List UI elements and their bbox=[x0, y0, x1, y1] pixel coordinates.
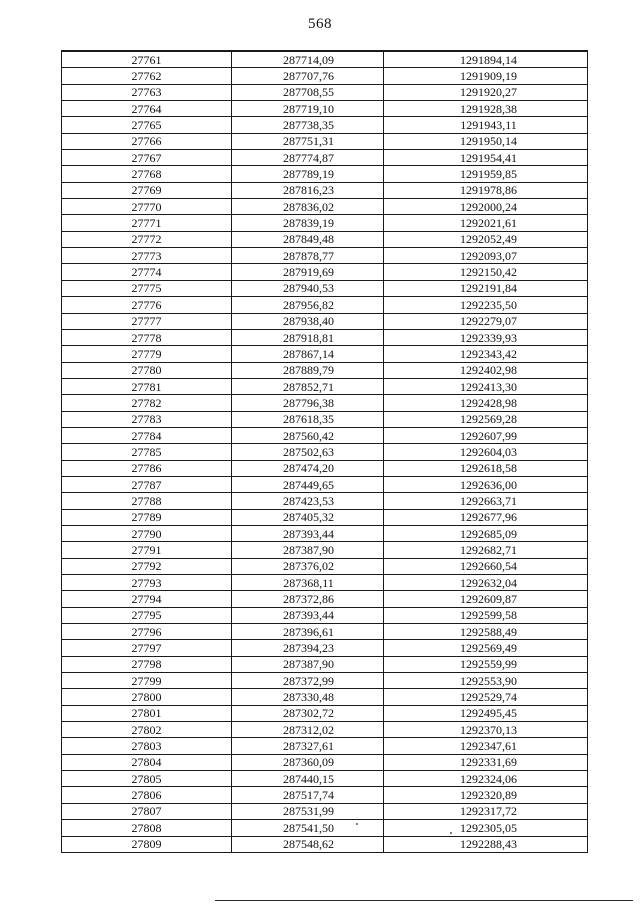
table-row bbox=[62, 84, 588, 100]
table-row bbox=[62, 754, 588, 770]
point-number-cell: 27768 bbox=[62, 166, 232, 182]
y-coordinate-cell: 1292343,42 bbox=[384, 346, 588, 362]
point-number-cell: 27798 bbox=[62, 656, 232, 672]
table-row bbox=[62, 493, 588, 509]
y-coordinate-cell: 1292588,49 bbox=[384, 624, 588, 640]
y-coordinate-cell: 1291909,19 bbox=[384, 68, 588, 84]
point-number-cell: 27773 bbox=[62, 248, 232, 264]
point-number-cell: 27802 bbox=[62, 722, 232, 738]
table-row bbox=[62, 264, 588, 280]
y-coordinate-cell: 1292636,00 bbox=[384, 476, 588, 492]
point-number-cell: 27781 bbox=[62, 378, 232, 394]
x-coordinate-cell: 287618,35 bbox=[232, 411, 384, 427]
x-coordinate-cell: 287816,23 bbox=[232, 182, 384, 198]
x-coordinate-cell: 287548,62 bbox=[232, 836, 384, 852]
point-number-cell: 27762 bbox=[62, 68, 232, 84]
table-row bbox=[62, 133, 588, 149]
y-coordinate-cell: 1292559,99 bbox=[384, 656, 588, 672]
table-row bbox=[62, 476, 588, 492]
point-number-cell: 27780 bbox=[62, 362, 232, 378]
point-number-cell: 27784 bbox=[62, 427, 232, 443]
y-coordinate-cell: 1292052,49 bbox=[384, 231, 588, 247]
point-number-cell: 27777 bbox=[62, 313, 232, 329]
y-coordinate-cell: 1292413,30 bbox=[384, 378, 588, 394]
y-coordinate-cell: 1292021,61 bbox=[384, 215, 588, 231]
x-coordinate-cell: 287836,02 bbox=[232, 199, 384, 215]
point-number-cell: 27770 bbox=[62, 199, 232, 215]
y-coordinate-cell: 1291959,85 bbox=[384, 166, 588, 182]
table-row bbox=[62, 525, 588, 541]
y-coordinate-cell: 1292370,13 bbox=[384, 722, 588, 738]
x-coordinate-cell: 287867,14 bbox=[232, 346, 384, 362]
table-row bbox=[62, 346, 588, 362]
point-number-cell: 27774 bbox=[62, 264, 232, 280]
table-row bbox=[62, 624, 588, 640]
x-coordinate-cell: 287919,69 bbox=[232, 264, 384, 280]
x-coordinate-cell: 287312,02 bbox=[232, 722, 384, 738]
table-row bbox=[62, 575, 588, 591]
table-row bbox=[62, 117, 588, 133]
x-coordinate-cell: 287327,61 bbox=[232, 738, 384, 754]
y-coordinate-cell: 1292428,98 bbox=[384, 395, 588, 411]
point-number-cell: 27805 bbox=[62, 771, 232, 787]
y-coordinate-cell: 1291950,14 bbox=[384, 133, 588, 149]
y-coordinate-cell: 1292235,50 bbox=[384, 297, 588, 313]
point-number-cell: 27801 bbox=[62, 705, 232, 721]
point-number-cell: 27790 bbox=[62, 525, 232, 541]
y-coordinate-cell: 1292150,42 bbox=[384, 264, 588, 280]
table-row bbox=[62, 607, 588, 623]
point-number-cell: 27763 bbox=[62, 84, 232, 100]
y-coordinate-cell: 1292317,72 bbox=[384, 803, 588, 819]
y-coordinate-cell: 1292677,96 bbox=[384, 509, 588, 525]
table-row bbox=[62, 411, 588, 427]
y-coordinate-cell: 1292331,69 bbox=[384, 754, 588, 770]
table-row bbox=[62, 836, 588, 852]
table-row bbox=[62, 215, 588, 231]
x-coordinate-cell: 287560,42 bbox=[232, 427, 384, 443]
table-row bbox=[62, 395, 588, 411]
y-coordinate-cell: 1292663,71 bbox=[384, 493, 588, 509]
y-coordinate-cell: 1292402,98 bbox=[384, 362, 588, 378]
x-coordinate-cell: 287714,09 bbox=[232, 51, 384, 68]
table-row bbox=[62, 297, 588, 313]
table-row bbox=[62, 362, 588, 378]
point-number-cell: 27786 bbox=[62, 460, 232, 476]
table-row bbox=[62, 656, 588, 672]
y-coordinate-cell: 1292279,07 bbox=[384, 313, 588, 329]
x-coordinate-cell: 287368,11 bbox=[232, 575, 384, 591]
point-number-cell: 27799 bbox=[62, 673, 232, 689]
point-number-cell: 27808 bbox=[62, 820, 232, 836]
y-coordinate-cell: 1292682,71 bbox=[384, 542, 588, 558]
y-coordinate-cell: 1292660,54 bbox=[384, 558, 588, 574]
table-row bbox=[62, 558, 588, 574]
x-coordinate-cell: 287940,53 bbox=[232, 280, 384, 296]
x-coordinate-cell: 287849,48 bbox=[232, 231, 384, 247]
x-coordinate-cell: 287707,76 bbox=[232, 68, 384, 84]
table-row bbox=[62, 101, 588, 117]
scan-speck bbox=[356, 823, 358, 825]
point-number-cell: 27795 bbox=[62, 607, 232, 623]
x-coordinate-cell: 287719,10 bbox=[232, 101, 384, 117]
point-number-cell: 27793 bbox=[62, 575, 232, 591]
y-coordinate-cell: 1292320,89 bbox=[384, 787, 588, 803]
x-coordinate-cell: 287376,02 bbox=[232, 558, 384, 574]
x-coordinate-cell: 287774,87 bbox=[232, 150, 384, 166]
y-coordinate-cell: 1291928,38 bbox=[384, 101, 588, 117]
x-coordinate-cell: 287878,77 bbox=[232, 248, 384, 264]
table-row bbox=[62, 820, 588, 836]
table-row bbox=[62, 150, 588, 166]
table-row bbox=[62, 787, 588, 803]
x-coordinate-cell: 287541,50 bbox=[232, 820, 384, 836]
point-number-cell: 27769 bbox=[62, 182, 232, 198]
table-row bbox=[62, 248, 588, 264]
y-coordinate-cell: 1292288,43 bbox=[384, 836, 588, 852]
x-coordinate-cell: 287517,74 bbox=[232, 787, 384, 803]
point-number-cell: 27788 bbox=[62, 493, 232, 509]
coordinates-table-body bbox=[62, 51, 588, 852]
y-coordinate-cell: 1291943,11 bbox=[384, 117, 588, 133]
x-coordinate-cell: 287396,61 bbox=[232, 624, 384, 640]
x-coordinate-cell: 287708,55 bbox=[232, 84, 384, 100]
y-coordinate-cell: 1292529,74 bbox=[384, 689, 588, 705]
x-coordinate-cell: 287474,20 bbox=[232, 460, 384, 476]
x-coordinate-cell: 287796,38 bbox=[232, 395, 384, 411]
y-coordinate-cell: 1292609,87 bbox=[384, 591, 588, 607]
point-number-cell: 27772 bbox=[62, 231, 232, 247]
x-coordinate-cell: 287393,44 bbox=[232, 607, 384, 623]
table-row bbox=[62, 51, 588, 68]
y-coordinate-cell: 1291954,41 bbox=[384, 150, 588, 166]
y-coordinate-cell: 1292305,05 bbox=[384, 820, 588, 836]
point-number-cell: 27787 bbox=[62, 476, 232, 492]
table-row bbox=[62, 68, 588, 84]
x-coordinate-cell: 287956,82 bbox=[232, 297, 384, 313]
table-row bbox=[62, 378, 588, 394]
y-coordinate-cell: 1292339,93 bbox=[384, 329, 588, 345]
point-number-cell: 27803 bbox=[62, 738, 232, 754]
x-coordinate-cell: 287302,72 bbox=[232, 705, 384, 721]
x-coordinate-cell: 287889,79 bbox=[232, 362, 384, 378]
table-row bbox=[62, 444, 588, 460]
point-number-cell: 27804 bbox=[62, 754, 232, 770]
table-row bbox=[62, 166, 588, 182]
scan-speck bbox=[450, 832, 452, 834]
table-row bbox=[62, 771, 588, 787]
point-number-cell: 27796 bbox=[62, 624, 232, 640]
table-row bbox=[62, 199, 588, 215]
y-coordinate-cell: 1292553,90 bbox=[384, 673, 588, 689]
coordinates-table bbox=[61, 50, 588, 853]
table-row bbox=[62, 427, 588, 443]
point-number-cell: 27775 bbox=[62, 280, 232, 296]
x-coordinate-cell: 287918,81 bbox=[232, 329, 384, 345]
point-number-cell: 27794 bbox=[62, 591, 232, 607]
point-number-cell: 27789 bbox=[62, 509, 232, 525]
page-number: 568 bbox=[308, 16, 332, 32]
y-coordinate-cell: 1292685,09 bbox=[384, 525, 588, 541]
table-row bbox=[62, 231, 588, 247]
y-coordinate-cell: 1292324,06 bbox=[384, 771, 588, 787]
point-number-cell: 27807 bbox=[62, 803, 232, 819]
point-number-cell: 27783 bbox=[62, 411, 232, 427]
point-number-cell: 27785 bbox=[62, 444, 232, 460]
point-number-cell: 27764 bbox=[62, 101, 232, 117]
y-coordinate-cell: 1291920,27 bbox=[384, 84, 588, 100]
table-row bbox=[62, 705, 588, 721]
table-row bbox=[62, 329, 588, 345]
point-number-cell: 27797 bbox=[62, 640, 232, 656]
x-coordinate-cell: 287789,19 bbox=[232, 166, 384, 182]
table-row bbox=[62, 509, 588, 525]
y-coordinate-cell: 1292000,24 bbox=[384, 199, 588, 215]
y-coordinate-cell: 1292495,45 bbox=[384, 705, 588, 721]
point-number-cell: 27791 bbox=[62, 542, 232, 558]
x-coordinate-cell: 287405,32 bbox=[232, 509, 384, 525]
point-number-cell: 27776 bbox=[62, 297, 232, 313]
y-coordinate-cell: 1292347,61 bbox=[384, 738, 588, 754]
y-coordinate-cell: 1292569,49 bbox=[384, 640, 588, 656]
point-number-cell: 27779 bbox=[62, 346, 232, 362]
x-coordinate-cell: 287387,90 bbox=[232, 542, 384, 558]
x-coordinate-cell: 287531,99 bbox=[232, 803, 384, 819]
table-row bbox=[62, 313, 588, 329]
x-coordinate-cell: 287738,35 bbox=[232, 117, 384, 133]
x-coordinate-cell: 287372,99 bbox=[232, 673, 384, 689]
table-row bbox=[62, 542, 588, 558]
x-coordinate-cell: 287502,63 bbox=[232, 444, 384, 460]
y-coordinate-cell: 1292093,07 bbox=[384, 248, 588, 264]
point-number-cell: 27782 bbox=[62, 395, 232, 411]
x-coordinate-cell: 287440,15 bbox=[232, 771, 384, 787]
x-coordinate-cell: 287394,23 bbox=[232, 640, 384, 656]
y-coordinate-cell: 1292599,58 bbox=[384, 607, 588, 623]
point-number-cell: 27800 bbox=[62, 689, 232, 705]
point-number-cell: 27792 bbox=[62, 558, 232, 574]
x-coordinate-cell: 287372,86 bbox=[232, 591, 384, 607]
point-number-cell: 27771 bbox=[62, 215, 232, 231]
x-coordinate-cell: 287751,31 bbox=[232, 133, 384, 149]
x-coordinate-cell: 287360,09 bbox=[232, 754, 384, 770]
x-coordinate-cell: 287423,53 bbox=[232, 493, 384, 509]
point-number-cell: 27766 bbox=[62, 133, 232, 149]
y-coordinate-cell: 1291978,86 bbox=[384, 182, 588, 198]
x-coordinate-cell: 287393,44 bbox=[232, 525, 384, 541]
y-coordinate-cell: 1292569,28 bbox=[384, 411, 588, 427]
point-number-cell: 27806 bbox=[62, 787, 232, 803]
table-row bbox=[62, 640, 588, 656]
y-coordinate-cell: 1292607,99 bbox=[384, 427, 588, 443]
x-coordinate-cell: 287449,65 bbox=[232, 476, 384, 492]
point-number-cell: 27761 bbox=[62, 51, 232, 68]
table-row bbox=[62, 182, 588, 198]
point-number-cell: 27809 bbox=[62, 836, 232, 852]
y-coordinate-cell: 1292632,04 bbox=[384, 575, 588, 591]
x-coordinate-cell: 287938,40 bbox=[232, 313, 384, 329]
table-row bbox=[62, 689, 588, 705]
table-row bbox=[62, 673, 588, 689]
y-coordinate-cell: 1292618,58 bbox=[384, 460, 588, 476]
table-row bbox=[62, 803, 588, 819]
x-coordinate-cell: 287852,71 bbox=[232, 378, 384, 394]
x-coordinate-cell: 287839,19 bbox=[232, 215, 384, 231]
table-row bbox=[62, 738, 588, 754]
x-coordinate-cell: 287330,48 bbox=[232, 689, 384, 705]
table-row bbox=[62, 280, 588, 296]
point-number-cell: 27778 bbox=[62, 329, 232, 345]
x-coordinate-cell: 287387,90 bbox=[232, 656, 384, 672]
point-number-cell: 27765 bbox=[62, 117, 232, 133]
bottom-rule bbox=[215, 900, 633, 901]
point-number-cell: 27767 bbox=[62, 150, 232, 166]
table-row bbox=[62, 591, 588, 607]
table-row bbox=[62, 460, 588, 476]
y-coordinate-cell: 1291894,14 bbox=[384, 51, 588, 68]
y-coordinate-cell: 1292191,84 bbox=[384, 280, 588, 296]
table-row bbox=[62, 722, 588, 738]
y-coordinate-cell: 1292604,03 bbox=[384, 444, 588, 460]
